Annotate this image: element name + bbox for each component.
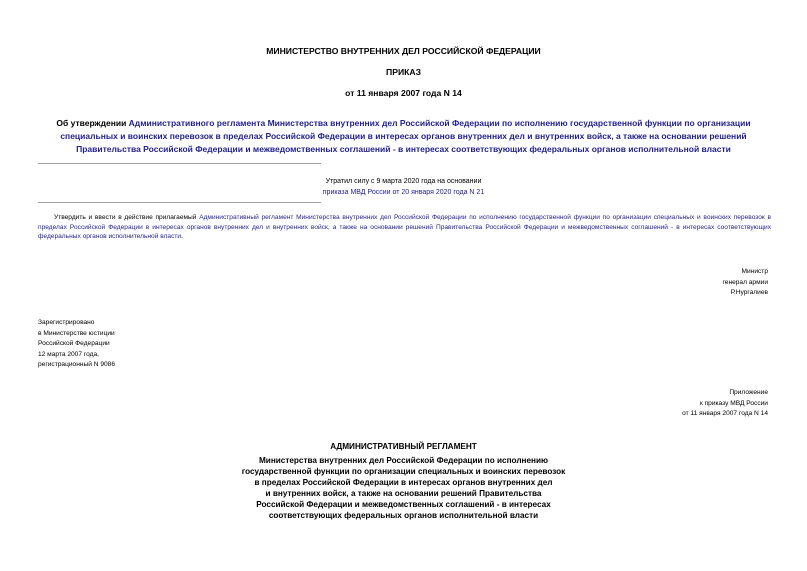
status-note bbox=[0, 176, 807, 198]
body-suffix: . bbox=[181, 233, 183, 241]
registration-line-3: Российской Федерации bbox=[38, 340, 110, 348]
registration-line-2: в Министерстве юстиции bbox=[38, 329, 115, 337]
regulation-heading: АДМИНИСТРАТИВНЫЙ РЕГЛАМЕНТ bbox=[330, 442, 477, 451]
body-regulation-link[interactable]: Административный регламент Министерства внутренних дел Российской Федерации по исполнению государственной функции по организации специальных и воинских перевозок в пределах Российской Федерации в интересах органов внутренних дел и внутренних войск, а также на основании решений Правительства Российской Федерации и межведомственных соглашений - в интересах соответствующих федеральных органов исполнительной власти bbox=[38, 214, 771, 241]
appendix-block bbox=[560, 388, 768, 420]
title-regulation-link[interactable]: Административного регламента Министерства внутренних дел Российской Федерации по исполнению государственной функции по организации специальных и воинских перевозок в пределах Российской Федерации в интересах органов внутренних дел и внутренних войск, а также на основании решений Правительства Российской Федерации и межведомственных соглашений - в интересах соответствующих федеральных органов исполнительной власти bbox=[60, 118, 751, 154]
ministry-heading: МИНИСТЕРСТВО ВНУТРЕННИХ ДЕЛ РОССИЙСКОЙ ФЕДЕРАЦИИ bbox=[266, 46, 541, 56]
signature-name: Р.Нургалиев bbox=[730, 289, 768, 297]
signature-position: Министр bbox=[741, 268, 768, 275]
divider-bottom bbox=[38, 202, 321, 203]
body-prefix: Утвердить и ввести в действие прилагаемый bbox=[54, 214, 200, 221]
regulation-subtitle-5: Российской Федерации и межведомственных соглашений - в интересах bbox=[256, 500, 551, 509]
regulation-subtitle-6: соответствующих федеральных органов исполнительной власти bbox=[268, 511, 539, 520]
regulation-subtitle-3: в пределах Российской Федерации в интересах органов внутренних дел bbox=[254, 478, 553, 487]
appendix-line-1: Приложение bbox=[729, 389, 768, 396]
registration-line-5: регистрационный N 9086 bbox=[38, 361, 116, 369]
registration-block bbox=[38, 318, 338, 371]
title-prefix: Об утверждении bbox=[56, 118, 129, 128]
document-title bbox=[30, 117, 777, 156]
status-note-text: Утратил силу с 9 марта 2020 года на основании bbox=[325, 178, 482, 185]
regulation-subtitle-4: и внутренних войск, а также на основании решений Правительства bbox=[265, 489, 542, 498]
regulation-title bbox=[0, 441, 807, 521]
order-body bbox=[38, 213, 771, 242]
repeal-order-link[interactable]: приказа МВД России от 20 января 2020 года N 21 bbox=[322, 189, 485, 196]
document-date: от 11 января 2007 года N 14 bbox=[345, 88, 462, 98]
registration-line-1: Зарегистрировано bbox=[38, 319, 95, 326]
regulation-subtitle-2: государственной функции по организации специальных и воинских перевозок bbox=[241, 467, 566, 476]
document-type: ПРИКАЗ bbox=[386, 67, 421, 77]
signature-rank: генерал армии bbox=[722, 278, 768, 286]
divider-top bbox=[38, 163, 321, 164]
signature-block bbox=[560, 267, 768, 299]
regulation-subtitle-1: Министерства внутренних дел Российской Федерации по исполнению bbox=[258, 456, 549, 465]
registration-line-4: 12 марта 2007 года, bbox=[38, 350, 99, 358]
appendix-line-3: от 11 января 2007 года N 14 bbox=[682, 410, 768, 418]
appendix-line-2: к приказу МВД России bbox=[699, 399, 768, 407]
